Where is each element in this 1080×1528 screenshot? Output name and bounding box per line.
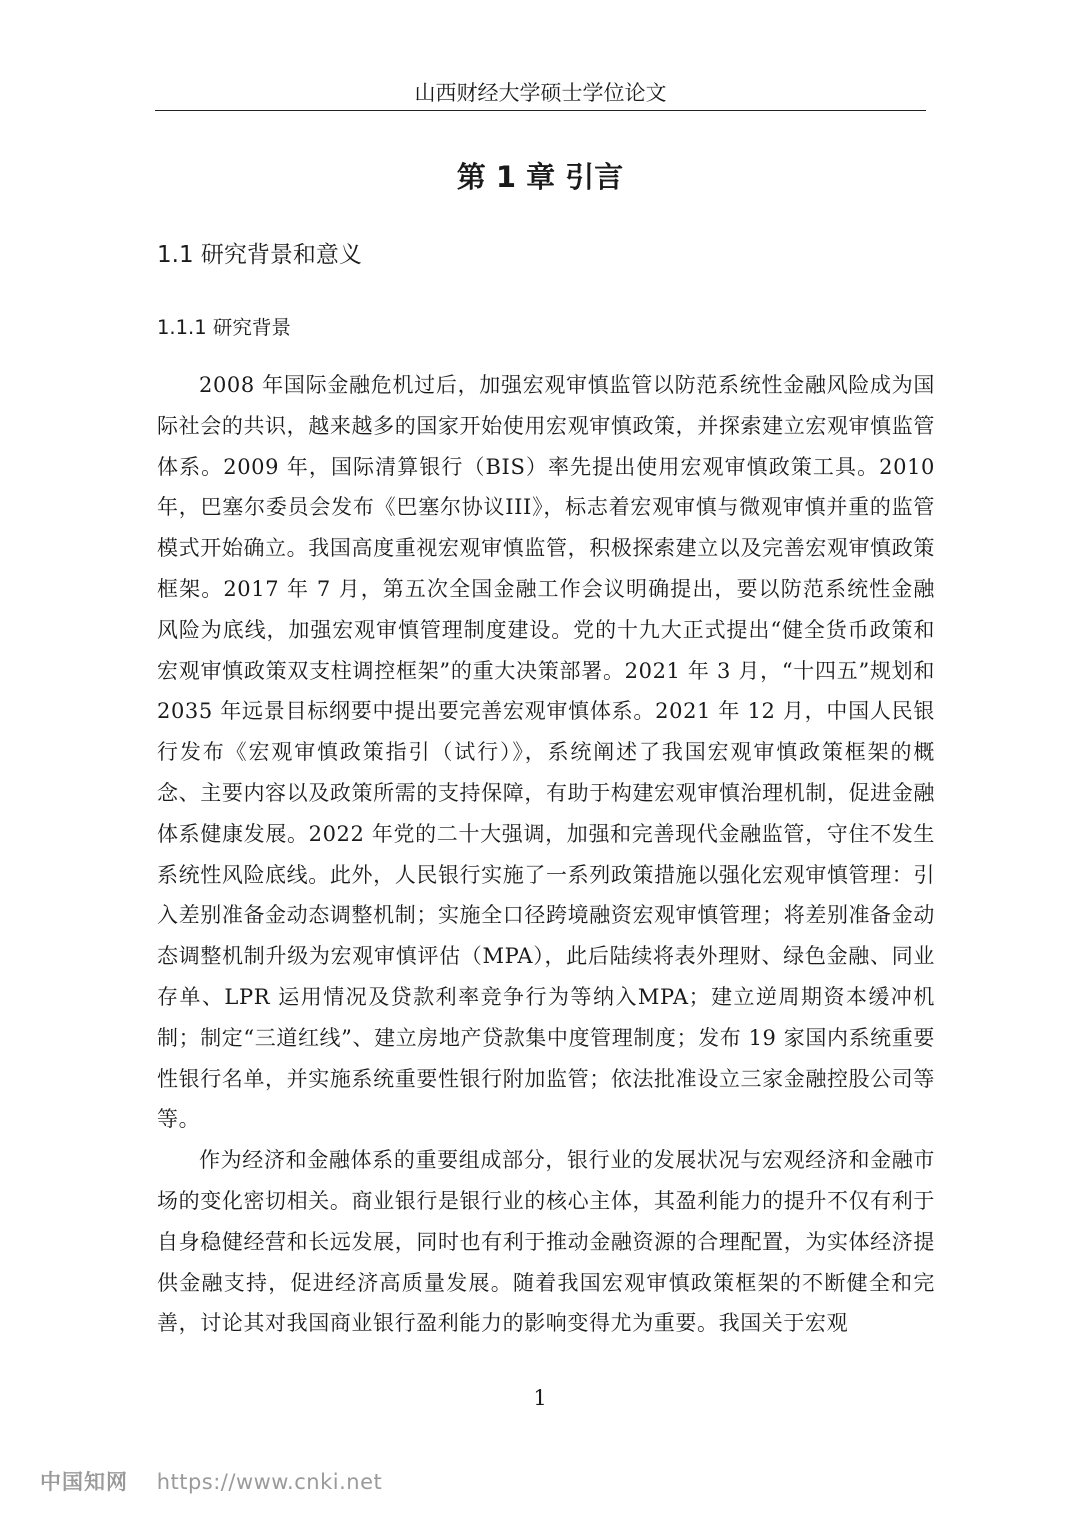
paragraph: 作为经济和金融体系的重要组成部分，银行业的发展状况与宏观经济和金融市场的变化密切相关。商业银行是银行业的核心主体，其盈利能力的提升不仅有利于自身稳健经营和长远发展，同时也有利于推动金融资源的合理配置，为实体经济提供金融支持，促进经济高质量发展。随着我国宏观审慎政策框架的不断健全和完善，讨论其对我国商业银行盈利能力的影响变得尤为重要。我国关于宏观: [157, 1148, 935, 1336]
section-heading: 1.1 研究背景和意义: [157, 242, 362, 268]
cnki-watermark: [40, 1466, 382, 1496]
cnki-url: https://www.cnki.net: [156, 1470, 383, 1494]
running-header: [155, 78, 926, 111]
page-number: 1: [533, 1386, 547, 1410]
university-thesis-title: 山西财经大学硕士学位论文: [414, 81, 667, 105]
subsection-heading: 1.1.1 研究背景: [157, 316, 291, 339]
cnki-logo: 中国知网: [40, 1470, 128, 1494]
body-text: [157, 365, 935, 1344]
chapter-title: 第 1 章 引言: [456, 160, 624, 194]
paragraph: 2008 年国际金融危机过后，加强宏观审慎监管以防范系统性金融风险成为国际社会的共识，越来越多的国家开始使用宏观审慎政策，并探索建立宏观审慎监管体系。2009 年，国际清算银行（BIS）率先提出使用宏观审慎政策工具。2010 年，巴塞尔委员会发布《巴塞尔协议III》，标志着宏观审慎与微观审慎并重的监管模式开始确立。我国高度重视宏观审慎监管，积极探索建立以及完善宏观审慎政策框架。2017 年 7 月，第五次全国金融工作会议明确提出，要以防范系统性金融风险为底线，加强宏观审慎管理制度建设。党的十九大正式提出“健全货币政策和宏观审慎政策双支柱调控框架”的重大决策部署。2021 年 3 月，“十四五”规划和 2035 年远景目标纲要中提出要完善宏观审慎体系。2021 年 12 月，中国人民银行发布《宏观审慎政策指引（试行）》，系统阐述了我国宏观审慎政策框架的概念、主要内容以及政策所需的支持保障，有助于构建宏观审慎治理机制，促进金融体系健康发展。2022 年党的二十大强调，加强和完善现代金融监管，守住不发生系统性风险底线。此外，人民银行实施了一系列政策措施以强化宏观审慎管理：引入差别准备金动态调整机制；实施全口径跨境融资宏观审慎管理；将差别准备金动态调整机制升级为宏观审慎评估（MPA），此后陆续将表外理财、绿色金融、同业存单、LPR 运用情况及贷款利率竞争行为等纳入MPA；建立逆周期资本缓冲机制；制定“三道红线”、建立房地产贷款集中度管理制度；发布 19 家国内系统重要性银行名单，并实施系统重要性银行附加监管；依法批准设立三家金融控股公司等等。: [157, 373, 935, 1132]
